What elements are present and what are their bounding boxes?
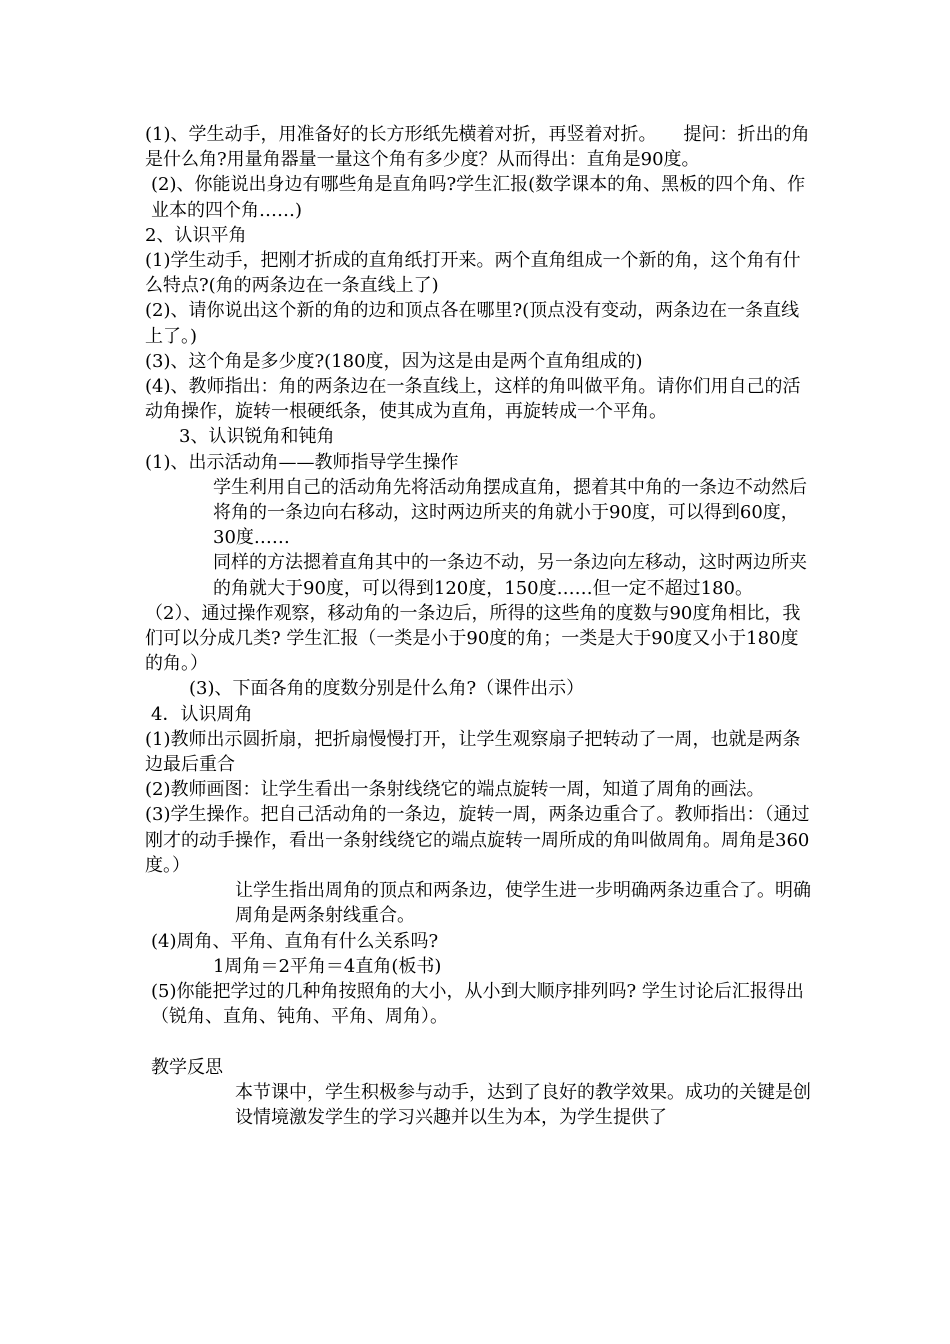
- paragraph-19: (4)周角、平角、直角有什么关系吗?: [151, 930, 439, 952]
- paragraph-4: (1)学生动手，把刚才折成的直角纸打开来。两个直角组成一个新的角，这个角有什么特点?(角的两条边在一条直线上了): [145, 250, 801, 297]
- section-heading-2: 2、认识平角: [145, 224, 247, 246]
- reflection-heading: 教学反思: [151, 1056, 223, 1078]
- paragraph-10: 学生利用自己的活动角先将活动角摆成直角，摁着其中角的一条边不动然后将角的一条边向右移动，这时两边所夹的角就小于90度，可以得到60度，30度……: [213, 476, 807, 549]
- paragraph-15: (1)教师出示圆折扇，把折扇慢慢打开，让学生观察扇子把转动了一周，也就是两条边最后重合: [145, 728, 801, 776]
- paragraph-13: (3)、下面各角的度数分别是什么角?（课件出示）: [189, 678, 585, 700]
- document-page: [145, 122, 815, 1130]
- paragraph-9: (1)、出示活动角——教师指导学生操作: [145, 451, 459, 473]
- reflection-paragraph: 本节课中，学生积极参与动手，达到了良好的教学效果。成功的关键是创设情境激发学生的学习兴趣并以生为本，为学生提供了: [235, 1081, 811, 1128]
- paragraph-5: (2)、请你说出这个新的角的边和顶点各在哪里?(顶点没有变动，两条边在一条直线上了。): [145, 300, 800, 347]
- section-heading-4: 4．认识周角: [151, 703, 253, 725]
- paragraph-18: 让学生指出周角的顶点和两条边，使学生进一步明确两条边重合了。明确周角是两条射线重合。: [235, 880, 811, 927]
- paragraph-17: (3)学生操作。把自己活动角的一条边，旋转一周，两条边重合了。教师指出：（通过刚才的动手操作，看出一条射线绕它的端点旋转一周所成的角叫做周角。周角是360度。）: [145, 804, 810, 876]
- paragraph-7: (4)、教师指出：角的两条边在一条直线上，这样的角叫做平角。请你们用自己的活动角操作，旋转一根硬纸条，使其成为直角，再旋转成一个平角。: [145, 376, 801, 423]
- paragraph-6: (3)、这个角是多少度?(180度，因为这是由是两个直角组成的): [145, 350, 643, 372]
- paragraph-1: (1)、学生动手，用准备好的长方形纸先横着对折，再竖着对折。 提问：折出的角是什么角?用量角器量一量这个角有多少度？从而得出：直角是90度。: [145, 124, 810, 171]
- paragraph-11: 同样的方法摁着直角其中的一条边不动，另一条边向左移动，这时两边所夹的角就大于90度，可以得到120度，150度……但一定不超过180。: [213, 552, 807, 599]
- paragraph-20: 1周角＝2平角＝4直角(板书): [213, 955, 442, 977]
- paragraph-21: (5)你能把学过的几种角按照角的大小，从小到大顺序排列吗? 学生讨论后汇报得出（锐角、直角、钝角、平角、周角）。: [151, 980, 804, 1028]
- paragraph-12: （2）、通过操作观察，移动角的一条边后，所得的这些角的度数与90度角相比，我们可以分成几类? 学生汇报（一类是小于90度的角；一类是大于90度又小于180度的角。）: [145, 602, 801, 675]
- paragraph-2: (2)、你能说出身边有哪些角是直角吗?学生汇报(数学课本的角、黑板的四个角、作业本的四个角……): [151, 174, 806, 221]
- paragraph-16: (2)教师画图：让学生看出一条射线绕它的端点旋转一周，知道了周角的画法。: [145, 779, 765, 801]
- blank-line: [145, 1029, 815, 1054]
- section-heading-3: 3、认识锐角和钝角: [179, 426, 335, 448]
